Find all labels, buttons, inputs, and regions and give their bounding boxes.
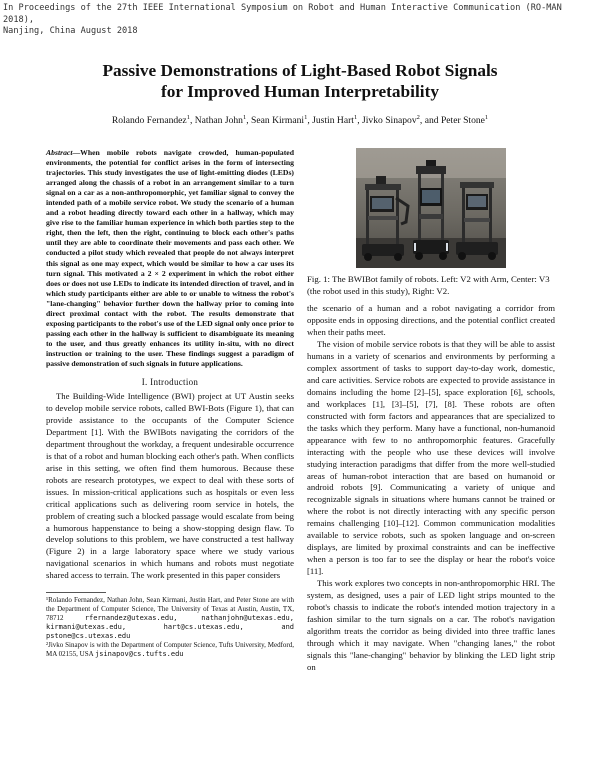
right-paragraph-3: This work explores two concepts in non-anthropomorphic HRI. The system, as designed, uses a pair of LED light strips mounted to the robot's chassis to indicate the robot's intended motion trajectory in a fashion similar to the turn signals on a car. The robot's navigation algorithm treats the corridor as being divided into three traffic lanes through which it may navigate. When "changing lanes," the robot signals this "lane-changing" behavior by blinking the LED light strip on bbox=[307, 578, 555, 672]
right-paragraph-1: the scenario of a human and a robot navigating a corridor from opposite ends in opposing directions, and the potential conflict created when their paths meet. bbox=[307, 303, 555, 338]
title-line-1: Passive Demonstrations of Light-Based Robot Signals bbox=[102, 61, 498, 80]
publication-note: In Proceedings of the 27th IEEE International Symposium on Robot and Human Interactive Communication (RO-MAN 2018), Nanjing, China August 2018 bbox=[3, 3, 562, 37]
author-name: Nathan John bbox=[194, 115, 243, 126]
author-name: Sean Kirmani bbox=[251, 115, 305, 126]
author-affiliation-mark: 1 bbox=[304, 113, 308, 121]
paper-title bbox=[40, 60, 560, 102]
abstract-body: When mobile robots navigate crowded, human-populated environments, the potential for conflict arises in the form of intersecting trajectories. This study investigates the use of light-emitting diodes (LEDs) arranged along the chassis of a robot in an arrangement similar to a turn signal on a car as a non-anthropomorphic, yet familiar signal to convey the intended path of a mobile service robot. We study the scenario of a human and a robot heading directly toward each other in a hallway, which may give rise to the familiar human experience in which both parties step to the right, then the left, then the right, continuing to block each other's paths until they are able to coordinate their movements and pass each other. We conducted a pilot study which revealed that people do not always interpret this signal as one may expect, which would be similar to how a car uses its turn signal. This motivated a 2 × 2 experiment in which the robot either does or does not use LEDs to indicate its intended direction of travel, and in which study participants either are able to or unable to witness the robot's "lane-changing" behavior further down the hallway prior to coming into direct proximal contact with the robot. The results demonstrate that exposing participants to the robot's use of the LED signal only once prior to passing each other in the hallway is sufficient to disambiguate its meaning to the user, and thus greatly enhances its utility in-situ, with no direct instruction or training to the user. These findings suggest a paradigm of passive demonstration of such signals in future applications. bbox=[46, 148, 294, 368]
right-paragraph-2: The vision of mobile service robots is that they will be able to assist humans in a variety of scenarios and environments by performing a complex assortment of tasks to support day-to-day work, domestic, and care activities. Service robots are expected to provide assistance in domains including the home [2]–[5], space exploration [6], schools, and workplaces [1], [3]–[5], [7], [8]. These robots are often constructed with form factors and appearances that are specialized to the tasks which they perform. Many have a functional, non-humanoid appearance with few to no anthropomorphic features. Gracefully interacting with the people who use these devices will involve studying interaction paradigms that differ from the more well-studied areas of human-robot interaction that are based on humanoid or android robots [9]. Communicating a variety of unique and recognizable signals in situations where humans cannot be trained or where the robot is not directly interacting with any specific person remains challenging [10]–[12]. Common communication modalities available to service robots, such as spoken language and on-screen displays, are limited by proximal constraints and can be ineffective when a person is too far to see the display or hear the robot's voice [11]. bbox=[307, 339, 555, 577]
author-affiliation-mark: 2 bbox=[416, 113, 420, 121]
author-list: Rolando Fernandez$^1$, Nathan John$^1$, Sean Kirmani$^1$, Justin Hart$^1$, Jivko Sinapov$^2$, and Peter Stone$^1$ bbox=[111, 113, 489, 126]
intro-paragraph-1: The Building-Wide Intelligence (BWI) project at UT Austin seeks to develop mobile service robots, called BWI-Bots (Figure 1), that can provide assistance to the occupants of the Computer Science Department [1]. With the BWIBots navigating the corridors of the department throughout the workday, a frequent undesirable occurrence is that of a robot and human blocking each other's path. When conflicts arise in this setting, we often find them humorous. Because these robots are research prototypes, we expect to deal with these sorts of issues. In mission-critical applications such as hospitals or even less critical applications such as delivering room service in hotels, the problem of creating such a blocked passage would escalate from being a humorous happenstance to being a show-stopping design flaw. To develop solutions to this problem, we have constructed a test hallway (Figure 2) in a large laboratory space where we study various navigational scenarios in which humans and robots must negotiate shared access to terrain. The work presented in this paper considers bbox=[46, 391, 294, 581]
figure-1-robots-photo bbox=[307, 148, 555, 268]
abstract-lead: Abstract— bbox=[46, 148, 81, 157]
author-affiliation-mark: 1 bbox=[186, 113, 190, 121]
author-affiliation-mark: 1 bbox=[353, 113, 358, 121]
footnote-2-email: jsinapov@cs.tufts.edu bbox=[95, 649, 184, 658]
right-column bbox=[307, 148, 555, 674]
footnote-rule bbox=[46, 592, 106, 593]
author-affiliation-mark: 1 bbox=[242, 113, 247, 121]
robots-photo bbox=[356, 148, 506, 268]
author-affiliation-mark: 1 bbox=[484, 113, 489, 121]
section-heading-introduction: I. Introduction bbox=[141, 377, 199, 388]
figure-1-caption: Fig. 1: The BWIBot family of robots. Left: V2 with Arm, Center: V3 (the robot used in this study), Right: V2. bbox=[307, 274, 550, 296]
title-line-2: for Improved Human Interpretability bbox=[161, 82, 439, 101]
author-name: Peter Stone bbox=[440, 115, 485, 126]
footnote-1-text: ¹Rolando Fernandez, Nathan John, Sean Kirmani, Justin Hart, and Peter Stone are with the Department of Computer Science, The University of Texas at Austin, Austin, TX, 78712 bbox=[46, 596, 294, 623]
author-name: Jivko Sinapov bbox=[362, 115, 417, 126]
footnote-2 bbox=[46, 641, 294, 659]
footnote-2-text: ²Jivko Sinapov is with the Department of Computer Science, Tufts University, Medford, MA 02155, USA bbox=[46, 640, 294, 658]
left-column bbox=[46, 148, 294, 659]
abstract bbox=[46, 148, 294, 369]
footnote-1 bbox=[46, 596, 294, 641]
author-name: Rolando Fernandez bbox=[111, 115, 187, 126]
footnote-1-emails: rfernandez@utexas.edu, nathanjohn@utexas.edu, kirmani@utexas.edu, hart@cs.utexas.edu, and pstone@cs.utexas.edu bbox=[46, 614, 294, 640]
author-name: Justin Hart bbox=[312, 115, 354, 126]
